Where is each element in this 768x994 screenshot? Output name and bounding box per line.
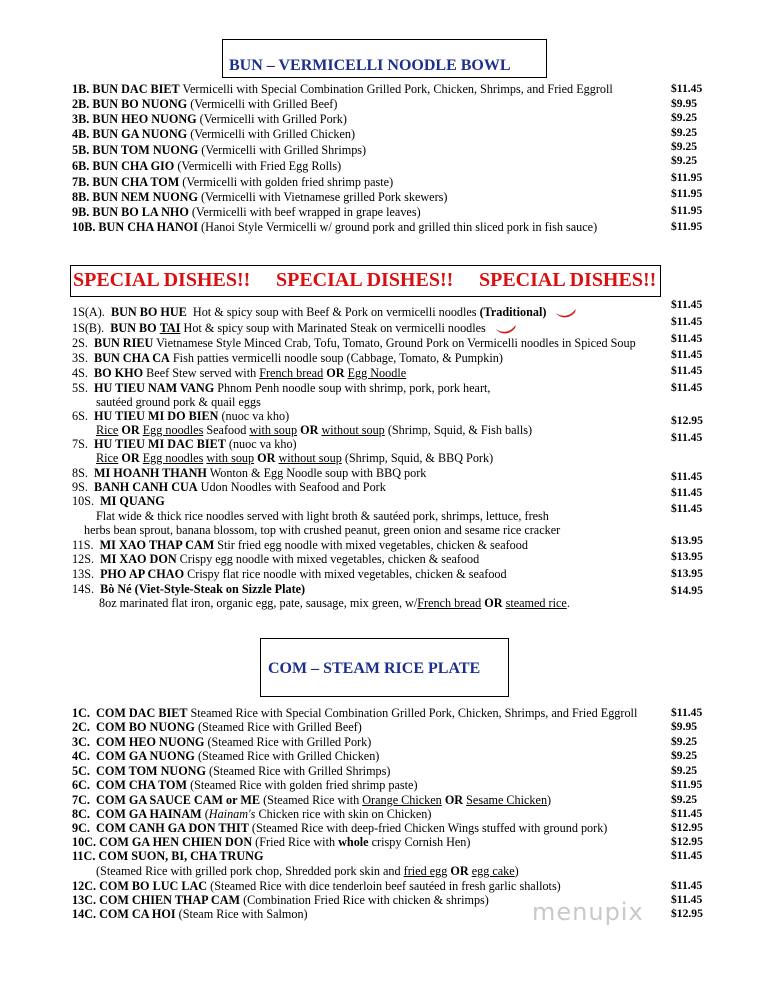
special-item-10s: 10S. MI QUANG xyxy=(72,494,165,508)
bun-item-price: $9.25 xyxy=(671,140,698,153)
bun-menu-item: 4B. BUN GA NUONG (Vermicelli with Grilled Chicken) xyxy=(72,127,356,141)
bun-section-title: BUN – VERMICELLI NOODLE BOWL xyxy=(229,57,511,74)
com-item-price: $12.95 xyxy=(671,835,703,848)
special-item-6s: 6S. HU TIEU MI DO BIEN (nuoc va kho) xyxy=(72,409,290,423)
bun-menu-item: 1B. BUN DAC BIET Vermicelli with Special Combination Grilled Pork, Chicken, Shrimps, and Fried Eggroll xyxy=(72,82,613,96)
bun-menu-item: 8B. BUN NEM NUONG (Vermicelli with Vietnamese grilled Pork skewers) xyxy=(72,190,448,204)
special-item-7s: 7S. HU TIEU MI DAC BIET (nuoc va kho) xyxy=(72,437,297,451)
bun-item-price: $9.25 xyxy=(671,154,698,167)
special-banner-text-3: SPECIAL DISHES!! xyxy=(479,269,657,291)
special-item-price: $11.45 xyxy=(671,348,703,361)
bun-menu-item: 5B. BUN TOM NUONG (Vermicelli with Grilled Shrimps) xyxy=(72,143,367,157)
special-item-14s: 14S. Bò Né (Viet-Style-Steak on Sizzle Plate) xyxy=(72,582,306,596)
special-item-price: $11.45 xyxy=(671,364,703,377)
com-item-price: $11.45 xyxy=(671,706,703,719)
special-item-price: $12.95 xyxy=(671,414,703,427)
special-banner-text-1: SPECIAL DISHES!! xyxy=(73,269,251,291)
special-item-price: $13.95 xyxy=(671,567,703,580)
com-menu-item: 5C. COM TOM NUONG (Steamed Rice with Grilled Shrimps) xyxy=(72,764,391,778)
bun-item-price: $11.95 xyxy=(671,171,703,184)
com-item-price: $9.25 xyxy=(671,764,698,777)
special-item-5s: 5S. HU TIEU NAM VANG Phnom Penh noodle soup with shrimp, pork, pork heart, xyxy=(72,381,491,395)
bun-item-price: $11.95 xyxy=(671,187,703,200)
com-item-price: $9.25 xyxy=(671,749,698,762)
menupix-watermark: menupix xyxy=(532,898,644,926)
special-item-3s: 3S. BUN CHA CA Fish patties vermicelli noodle soup (Cabbage, Tomato, & Pumpkin) xyxy=(72,351,503,365)
special-item-2s: 2S. BUN RIEU Vietnamese Style Minced Crab, Tofu, Tomato, Ground Pork on Vermicelli noodles in Spiced Soup xyxy=(72,336,636,350)
com-item-10c: 10C. COM GA HEN CHIEN DON (Fried Rice with whole crispy Cornish Hen) xyxy=(72,835,471,849)
com-item-price: $9.25 xyxy=(671,735,698,748)
chili-pepper-icon xyxy=(555,308,577,318)
com-item-price: $11.45 xyxy=(671,849,703,862)
bun-item-price: $11.95 xyxy=(671,220,703,233)
bun-item-price: $11.95 xyxy=(671,204,703,217)
special-item-5s-line2: sautéed ground pork & quail eggs xyxy=(96,395,261,409)
com-item-price: $11.45 xyxy=(671,807,703,820)
special-item-price: $11.45 xyxy=(671,298,703,311)
special-item-price: $11.45 xyxy=(671,381,703,394)
bun-item-price: $9.25 xyxy=(671,111,698,124)
com-item-price: $11.45 xyxy=(671,893,703,906)
special-item-14s-line2: 8oz marinated flat iron, organic egg, pate, sausage, mix green, w/French bread OR steamed rice. xyxy=(99,596,570,610)
com-item-13c: 13C. COM CHIEN THAP CAM (Combination Fried Rice with chicken & shrimps) xyxy=(72,893,489,907)
com-menu-item: 4C. COM GA NUONG (Steamed Rice with Grilled Chicken) xyxy=(72,749,380,763)
com-item-7c: 7C. COM GA SAUCE CAM or ME (Steamed Rice with Orange Chicken OR Sesame Chicken) xyxy=(72,793,552,807)
special-item-6s-line2: Rice OR Egg noodles Seafood with soup OR without soup (Shrimp, Squid, & Fish balls) xyxy=(96,423,533,437)
special-item-7s-line2: Rice OR Egg noodles with soup OR without soup (Shrimp, Squid, & BBQ Pork) xyxy=(96,451,494,465)
bun-menu-item: 7B. BUN CHA TOM (Vermicelli with golden fried shrimp paste) xyxy=(72,175,394,189)
com-section-title: COM – STEAM RICE PLATE xyxy=(268,660,481,677)
special-item-price: $11.45 xyxy=(671,315,703,328)
bun-menu-item: 6B. BUN CHA GIO (Vermicelli with Fried Egg Rolls) xyxy=(72,159,342,173)
com-item-11c: 11C. COM SUON, BI, CHA TRUNG xyxy=(72,849,264,863)
bun-menu-item: 3B. BUN HEO NUONG (Vermicelli with Grilled Pork) xyxy=(72,112,347,126)
special-item-price: $11.45 xyxy=(671,332,703,345)
special-item-9s: 9S. BANH CANH CUA Udon Noodles with Seafood and Pork xyxy=(72,480,386,494)
com-menu-item: 6C. COM CHA TOM (Steamed Rice with golden fried shrimp paste) xyxy=(72,778,418,792)
bun-menu-item: 2B. BUN BO NUONG (Vermicelli with Grilled Beef) xyxy=(72,97,338,111)
special-item-8s: 8S. MI HOANH THANH Wonton & Egg Noodle soup with BBQ pork xyxy=(72,466,427,480)
com-menu-item: 3C. COM HEO NUONG (Steamed Rice with Grilled Pork) xyxy=(72,735,372,749)
bun-item-price: $9.25 xyxy=(671,126,698,139)
com-item-8c: 8C. COM GA HAINAM (Hainam's Chicken rice with skin on Chicken) xyxy=(72,807,432,821)
special-item-1sb: 1S(B). BUN BO TAI Hot & spicy soup with Marinated Steak on vermicelli noodles xyxy=(72,321,752,335)
bun-menu-item: 10B. BUN CHA HANOI (Hanoi Style Vermicelli w/ ground pork and grilled thin sliced pork in fish sauce) xyxy=(72,220,598,234)
bun-item-price: $11.45 xyxy=(671,82,703,95)
special-item-10s-line2: Flat wide & thick rice noodles served with light broth & sautéed pork, shrimps, lettuce, fresh xyxy=(96,509,549,523)
com-item-12c: 12C. COM BO LUC LAC (Steamed Rice with dice tenderloin beef sautéed in fresh garlic shallots) xyxy=(72,879,561,893)
special-item-price: $11.45 xyxy=(671,431,703,444)
chili-pepper-icon xyxy=(495,324,517,334)
com-menu-item: 2C. COM BO NUONG (Steamed Rice with Grilled Beef) xyxy=(72,720,362,734)
com-item-11c-line2: (Steamed Rice with grilled pork chop, Shredded pork skin and fried egg OR egg cake) xyxy=(96,864,519,878)
com-item-9c: 9C. COM CANH GA DON THIT (Steamed Rice with deep-fried Chicken Wings stuffed with ground pork) xyxy=(72,821,608,835)
special-item-12s: 12S. MI XAO DON Crispy egg noodle with mixed vegetables, chicken & seafood xyxy=(72,552,480,566)
com-item-price: $9.95 xyxy=(671,720,698,733)
special-item-10s-line3: herbs bean sprout, banana blossom, top with crushed peanut, green onion and sesame rice cracker xyxy=(84,523,561,537)
special-item-price: $13.95 xyxy=(671,550,703,563)
special-item-price: $14.95 xyxy=(671,584,703,597)
special-item-price: $11.45 xyxy=(671,502,703,515)
special-banner-text-2: SPECIAL DISHES!! xyxy=(276,269,454,291)
special-item-11s: 11S. MI XAO THAP CAM Stir fried egg noodle with mixed vegetables, chicken & seafood xyxy=(72,538,528,552)
special-item-4s: 4S. BO KHO Beef Stew served with French bread OR Egg Noodle xyxy=(72,366,407,380)
special-item-13s: 13S. PHO AP CHAO Crispy flat rice noodle with mixed vegetables, chicken & seafood xyxy=(72,567,507,581)
special-item-price: $11.45 xyxy=(671,486,703,499)
com-item-price: $11.95 xyxy=(671,778,703,791)
special-item-1sa: 1S(A). BUN BO HUE Hot & spicy soup with Beef & Pork on vermicelli noodles (Traditional) xyxy=(72,305,752,319)
com-item-price: $12.95 xyxy=(671,907,703,920)
special-item-price: $13.95 xyxy=(671,534,703,547)
special-item-price: $11.45 xyxy=(671,470,703,483)
com-menu-item: 1C. COM DAC BIET Steamed Rice with Special Combination Grilled Pork, Chicken, Shrimps, and Fried Eggroll xyxy=(72,706,638,720)
bun-item-price: $9.95 xyxy=(671,97,698,110)
com-item-price: $9.25 xyxy=(671,793,698,806)
com-item-14c: 14C. COM CA HOI (Steam Rice with Salmon) xyxy=(72,907,308,921)
com-item-price: $12.95 xyxy=(671,821,703,834)
bun-menu-item: 9B. BUN BO LA NHO (Vermicelli with beef wrapped in grape leaves) xyxy=(72,205,421,219)
com-item-price: $11.45 xyxy=(671,879,703,892)
